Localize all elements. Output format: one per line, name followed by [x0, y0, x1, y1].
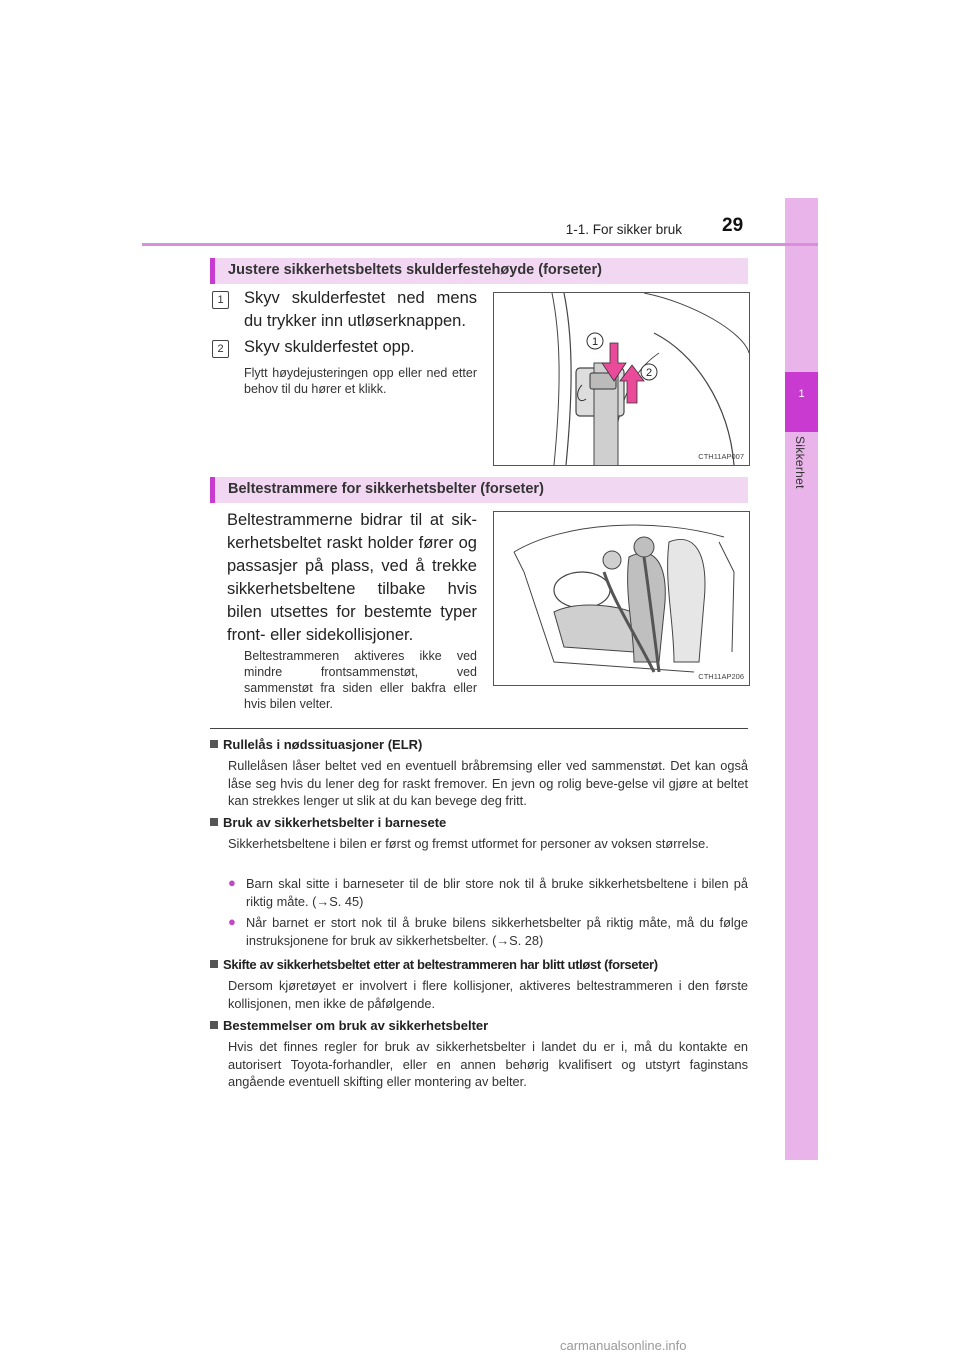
pretensioner-body: Beltestrammerne bidrar til at sik-kerhetsbeltet raskt holder fører og passasjer på plass, ved å trekke sikkerhetsbeltene tilbake hvis bilen utsettes for bestemte typer front- eller sidekollisjoner. [227, 511, 477, 644]
callout-2: 2 [646, 367, 653, 379]
car-interior-drawing [494, 512, 749, 685]
callout-1: 1 [592, 336, 599, 348]
info-heading-text: Bestemmelser om bruk av sikkerhetsbelter [223, 1018, 489, 1033]
shoulder-anchor-illustration [493, 292, 750, 466]
section-divider [210, 728, 748, 729]
chapter-number: 1 [798, 388, 805, 400]
bullet-dot-icon: ● [228, 914, 236, 929]
step-number-1: 1 [212, 291, 229, 309]
chapter-side-tab [785, 198, 818, 1160]
chapter-tab-active[interactable] [785, 372, 818, 432]
info-heading-replace-belt [210, 957, 658, 972]
figure-code: CTH11AP206 [698, 672, 744, 681]
chapter-label-text: Sikkerhet [793, 436, 807, 489]
section-heading-shoulder-anchor [210, 258, 748, 284]
info-heading-child-seat [210, 815, 446, 830]
square-bullet-icon [210, 960, 218, 968]
info-heading-text: Bruk av sikkerhetsbelter i barnesete [223, 815, 447, 830]
chapter-label [785, 436, 818, 526]
section-heading-text: Justere sikkerhetsbeltets skulderfestehøyde (forseter) [228, 262, 602, 278]
info-body-regulations: Hvis det finnes regler for bruk av sikkerhetsbelter i landet du er i, må du kontakte en autorisert Toyota-forhandler, eller en annen behørig kvalifisert og utstyrt faginstans angående eventuell skifting eller montering av belter. [228, 1039, 748, 1089]
info-heading-regulations [210, 1018, 488, 1033]
pretensioner-illustration [493, 511, 750, 686]
square-bullet-icon [210, 740, 218, 748]
bullet-item-1: Barn skal sitte i barneseter til de blir store nok til å bruke sikkerhetsbeltene i bilen på riktig måte. (→S. 45) [246, 876, 748, 909]
info-body-replace-belt: Dersom kjøretøyet er involvert i flere kollisjoner, aktiveres beltestrammeren i den første kollisjonen, men ikke de påfølgende. [228, 978, 748, 1011]
info-heading-text: Rullelås i nødssituasjoner (ELR) [223, 737, 423, 752]
page-number: 29 [722, 215, 744, 236]
step-text-2: Skyv skulderfestet opp. [244, 338, 415, 356]
section-heading-text: Beltestrammere for sikkerhetsbelter (forseter) [228, 481, 544, 497]
info-body-elr: Rullelåsen låser beltet ved en eventuell bråbremsing eller ved sammenstøt. Det kan også låse seg hvis du lener deg for raskt fremover. En jevn og rolig beve-gelse vil gjøre at beltet kan strekkes lenger ut slik at du kan bevege deg fritt. [228, 758, 748, 808]
bullet-dot-icon: ● [228, 875, 236, 890]
info-heading-elr [210, 737, 422, 752]
square-bullet-icon [210, 818, 218, 826]
running-header-title: 1-1. For sikker bruk [565, 222, 682, 237]
bullet-item-2: Når barnet er stort nok til å bruke bilens sikkerhetsbelter på riktig måte, må du følge instruksjonene for bruk av sikkerhetsbelter. (→S. 28) [246, 915, 748, 948]
shoulder-anchor-drawing [494, 293, 749, 465]
info-body-child-seat: Sikkerhetsbeltene i bilen er først og fremst utformet for personer av voksen størrelse. [228, 836, 709, 851]
square-bullet-icon [210, 1021, 218, 1029]
step-text-1: Skyv skulderfestet ned mens du trykker inn utløserknappen. [244, 289, 477, 330]
step-number-2: 2 [212, 340, 229, 358]
pretensioner-note: Beltestrammeren aktiveres ikke ved mindre frontsammenstøt, ved sammenstøt fra siden eller bakfra eller hvis bilen velter. [244, 649, 477, 711]
figure-code: CTH11AP007 [698, 452, 744, 461]
info-heading-text: Skifte av sikkerhetsbeltet etter at beltestrammeren har blitt utløst (forseter) [223, 957, 658, 972]
header-rule [142, 243, 818, 246]
step-note: Flytt høydejusteringen opp eller ned etter behov til du hører et klikk. [244, 366, 477, 396]
section-heading-pretensioners [210, 477, 748, 503]
watermark-text: carmanualsonline.info [560, 1338, 687, 1353]
